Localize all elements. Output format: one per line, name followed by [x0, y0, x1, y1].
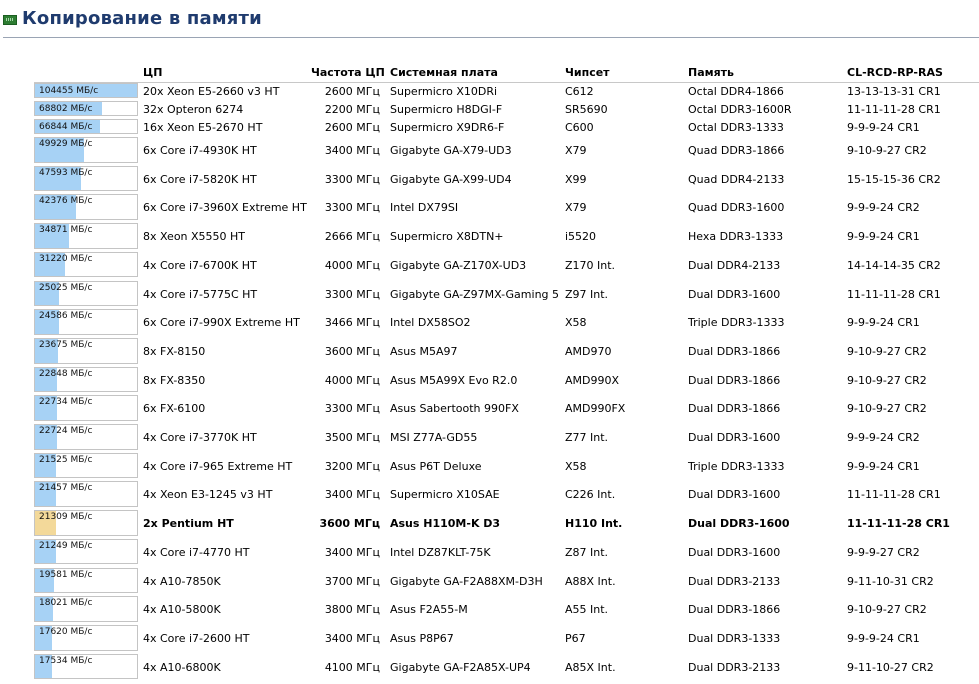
cell-frequency: 3200 МГц — [324, 459, 380, 473]
cell-cpu: 4x Xeon E3-1245 v3 HT — [143, 488, 273, 502]
cell-timing: 9-11-10-31 CR2 — [847, 574, 934, 588]
cell-board: Supermicro X9DR6-F — [390, 121, 505, 134]
cell-chipset: A88X Int. — [565, 574, 616, 588]
result-value: 22724 МБ/с — [39, 426, 93, 436]
table-row — [0, 595, 979, 624]
cell-frequency: 4000 МГц — [324, 373, 380, 387]
cell-board: Intel DX58SO2 — [390, 316, 471, 330]
cell-memory: Dual DDR3-1866 — [688, 344, 781, 358]
cell-memory: Dual DDR3-1333 — [688, 631, 781, 645]
cell-timing: 11-11-11-28 CR1 — [847, 287, 941, 301]
cell-cpu: 4x A10-5800K — [143, 603, 221, 617]
cell-timing: 9-10-9-27 CR2 — [847, 402, 927, 416]
result-bar — [34, 510, 138, 536]
result-value: 22848 МБ/с — [39, 368, 93, 379]
result-value: 24586 МБ/с — [39, 311, 93, 322]
cell-board: Gigabyte GA-F2A85X-UP4 — [390, 660, 531, 674]
cell-chipset: Z97 Int. — [565, 287, 609, 301]
result-bar — [34, 424, 138, 450]
cell-memory: Dual DDR3-1600 — [688, 431, 781, 444]
result-value: 19581 МБ/с — [39, 569, 93, 580]
cell-frequency: 2600 МГц — [324, 121, 380, 134]
cell-frequency: 3300 МГц — [324, 172, 380, 186]
result-bar — [34, 568, 138, 594]
result-value: 47593 МБ/с — [39, 167, 93, 178]
cell-board: Asus P6T Deluxe — [390, 459, 482, 473]
cell-board: Gigabyte GA-X79-UD3 — [390, 144, 512, 157]
cell-board: Supermicro X10DRi — [390, 85, 498, 98]
result-bar — [34, 223, 138, 249]
table-row — [0, 118, 979, 136]
cell-cpu: 16x Xeon E5-2670 HT — [143, 121, 263, 134]
table-row — [0, 251, 979, 280]
table-row — [0, 538, 979, 567]
title-divider — [3, 37, 979, 38]
result-value: 21457 МБ/с — [39, 483, 93, 494]
table-row — [0, 394, 979, 423]
table-row — [0, 567, 979, 596]
cell-memory: Quad DDR4-2133 — [688, 172, 785, 186]
result-value: 49929 МБ/с — [39, 139, 93, 149]
cell-memory: Hexa DDR3-1333 — [688, 230, 784, 244]
cell-frequency: 3700 МГц — [324, 574, 380, 588]
cell-cpu: 6x Core i7-3960X Extreme HT — [143, 201, 307, 215]
cell-cpu: 32x Opteron 6274 — [143, 103, 244, 116]
result-value: 22734 МБ/с — [39, 397, 93, 408]
cell-frequency: 3300 МГц — [324, 402, 380, 416]
cell-timing: 11-11-11-28 CR1 — [847, 517, 950, 531]
cell-board: Gigabyte GA-Z170X-UD3 — [390, 258, 527, 272]
cell-cpu: 4x A10-6800K — [143, 660, 221, 674]
table-row — [0, 653, 979, 682]
cell-memory: Dual DDR3-1600 — [688, 488, 781, 502]
cell-board: Supermicro X10SAE — [390, 488, 500, 502]
table-row-highlighted — [0, 509, 979, 538]
result-value: 21249 МБ/с — [39, 540, 93, 551]
result-bar — [34, 83, 138, 98]
cell-board: Gigabyte GA-Z97MX-Gaming 5 — [390, 287, 560, 301]
result-bar — [34, 481, 138, 507]
col-header-timing: CL-RCD-RP-RAS — [847, 66, 943, 79]
cell-frequency: 3400 МГц — [324, 488, 380, 502]
result-value: 17534 МБ/с — [39, 655, 93, 666]
cell-memory: Octal DDR4-1866 — [688, 85, 784, 98]
cell-frequency: 3300 МГц — [324, 287, 380, 301]
cell-timing: 9-9-9-24 CR2 — [847, 201, 920, 215]
cell-cpu: 6x Core i7-5820K HT — [143, 172, 257, 186]
table-row — [0, 280, 979, 309]
cell-board: Gigabyte GA-X99-UD4 — [390, 172, 512, 186]
cell-board: Asus M5A99X Evo R2.0 — [390, 373, 518, 387]
cell-cpu: 6x Core i7-990X Extreme HT — [143, 316, 300, 330]
page-title: Копирование в памяти — [22, 8, 262, 29]
cell-chipset: X79 — [565, 144, 587, 157]
result-value: 68802 МБ/с — [39, 104, 93, 114]
cell-frequency: 4000 МГц — [324, 258, 380, 272]
result-value: 21309 МБ/с — [39, 512, 93, 523]
cell-cpu: 4x Core i7-6700K HT — [143, 258, 257, 272]
result-value: 18021 МБ/с — [39, 598, 93, 609]
cell-timing: 9-10-9-27 CR2 — [847, 603, 927, 617]
result-value: 104455 МБ/с — [39, 86, 99, 96]
cell-cpu: 8x FX-8150 — [143, 344, 206, 358]
cell-timing: 11-11-11-28 CR1 — [847, 103, 941, 116]
col-header-cpu: ЦП — [143, 66, 163, 79]
table-row — [0, 165, 979, 194]
cell-memory: Dual DDR3-1600 — [688, 545, 781, 559]
result-value: 66844 МБ/с — [39, 122, 93, 132]
cell-chipset: C600 — [565, 121, 594, 134]
cell-board: MSI Z77A-GD55 — [390, 431, 478, 444]
cell-timing: 9-10-9-27 CR2 — [847, 373, 927, 387]
cell-frequency: 3400 МГц — [324, 631, 380, 645]
cell-memory: Triple DDR3-1333 — [688, 459, 785, 473]
cell-memory: Dual DDR3-2133 — [688, 574, 781, 588]
cell-cpu: 4x Core i7-5775C HT — [143, 287, 258, 301]
cell-chipset: A55 Int. — [565, 603, 609, 617]
table-row — [0, 308, 979, 337]
result-bar — [34, 596, 138, 622]
result-bar — [34, 252, 138, 278]
cell-frequency: 3500 МГц — [324, 431, 380, 444]
table-row — [0, 337, 979, 366]
cell-board: Asus H110M-K D3 — [390, 517, 501, 531]
cell-chipset: X58 — [565, 459, 587, 473]
table-row — [0, 366, 979, 395]
cell-chipset: AMD990X — [565, 373, 620, 387]
result-value: 17620 МБ/с — [39, 626, 93, 637]
col-header-frequency: Частота ЦП — [311, 66, 385, 79]
page-header — [0, 0, 979, 38]
cell-frequency: 2600 МГц — [324, 85, 380, 98]
cell-chipset: Z77 Int. — [565, 431, 609, 444]
cell-chipset: SR5690 — [565, 103, 608, 116]
memory-chip-icon — [3, 15, 17, 25]
result-bar — [34, 119, 138, 134]
col-header-chipset: Чипсет — [565, 66, 610, 79]
cell-board: Asus Sabertooth 990FX — [390, 402, 519, 416]
result-bar — [34, 625, 138, 651]
cell-timing: 13-13-13-31 CR1 — [847, 85, 941, 98]
cell-memory: Dual DDR4-2133 — [688, 258, 781, 272]
result-value: 23675 МБ/с — [39, 339, 93, 350]
table-row — [0, 452, 979, 481]
cell-memory: Dual DDR3-1600 — [688, 287, 781, 301]
cell-memory: Dual DDR3-1866 — [688, 402, 781, 416]
result-bar — [34, 367, 138, 393]
result-bar — [34, 654, 138, 680]
result-value: 42376 МБ/с — [39, 196, 93, 207]
col-header-board: Системная плата — [390, 66, 498, 79]
cell-timing: 9-9-9-27 CR2 — [847, 545, 920, 559]
cell-cpu: 2x Pentium HT — [143, 517, 234, 531]
table-row — [0, 136, 979, 165]
cell-chipset: AMD990FX — [565, 402, 626, 416]
cell-board: Asus F2A55-M — [390, 603, 468, 617]
cell-frequency: 3466 МГц — [324, 316, 380, 330]
result-bar — [34, 539, 138, 565]
cell-memory: Dual DDR3-1866 — [688, 603, 781, 617]
result-bar — [34, 395, 138, 421]
cell-chipset: X58 — [565, 316, 587, 330]
cell-timing: 15-15-15-36 CR2 — [847, 172, 941, 186]
table-row — [0, 480, 979, 509]
result-bar — [34, 281, 138, 307]
cell-cpu: 4x Core i7-3770K HT — [143, 431, 257, 444]
cell-cpu: 4x Core i7-965 Extreme HT — [143, 459, 293, 473]
cell-memory: Quad DDR3-1866 — [688, 144, 785, 157]
cell-cpu: 20x Xeon E5-2660 v3 HT — [143, 85, 280, 98]
result-bar — [34, 137, 138, 163]
cell-memory: Octal DDR3-1333 — [688, 121, 784, 134]
cell-frequency: 3800 МГц — [324, 603, 380, 617]
cell-memory: Triple DDR3-1333 — [688, 316, 785, 330]
cell-frequency: 3600 МГц — [319, 517, 380, 531]
cell-chipset: X99 — [565, 172, 587, 186]
cell-board: Supermicro X8DTN+ — [390, 230, 504, 244]
cell-memory: Octal DDR3-1600R — [688, 103, 792, 116]
cell-timing: 9-9-9-24 CR1 — [847, 121, 920, 134]
cell-chipset: i5520 — [565, 230, 597, 244]
table-row — [0, 423, 979, 452]
cell-chipset: Z170 Int. — [565, 258, 616, 272]
cell-frequency: 4100 МГц — [324, 660, 380, 674]
cell-chipset: C612 — [565, 85, 594, 98]
table-row — [0, 82, 979, 100]
cell-timing: 9-9-9-24 CR1 — [847, 316, 920, 330]
cell-memory: Dual DDR3-1866 — [688, 373, 781, 387]
cell-chipset: AMD970 — [565, 344, 612, 358]
result-value: 31220 МБ/с — [39, 253, 93, 264]
result-bar — [34, 453, 138, 479]
cell-board: Gigabyte GA-F2A88XM-D3H — [390, 574, 543, 588]
cell-frequency: 3600 МГц — [324, 344, 380, 358]
cell-chipset: X79 — [565, 201, 587, 215]
cell-timing: 9-9-9-24 CR1 — [847, 230, 920, 244]
cell-cpu: 8x FX-8350 — [143, 373, 206, 387]
cell-frequency: 3400 МГц — [324, 545, 380, 559]
result-bar — [34, 194, 138, 220]
cell-cpu: 6x Core i7-4930K HT — [143, 144, 257, 157]
cell-frequency: 2200 МГц — [324, 103, 380, 116]
table-row — [0, 222, 979, 251]
cell-timing: 9-9-9-24 CR2 — [847, 431, 920, 444]
cell-chipset: P67 — [565, 631, 586, 645]
result-bar — [34, 309, 138, 335]
cell-chipset: A85X Int. — [565, 660, 616, 674]
cell-timing: 9-9-9-24 CR1 — [847, 459, 920, 473]
cell-timing: 9-10-9-27 CR2 — [847, 344, 927, 358]
cell-chipset: H110 Int. — [565, 517, 623, 531]
cell-memory: Dual DDR3-1600 — [688, 517, 790, 531]
cell-timing: 9-9-9-24 CR1 — [847, 631, 920, 645]
cell-cpu: 4x Core i7-2600 HT — [143, 631, 250, 645]
table-row — [0, 193, 979, 222]
cell-frequency: 3300 МГц — [324, 201, 380, 215]
cell-cpu: 4x A10-7850K — [143, 574, 221, 588]
result-value: 34871 МБ/с — [39, 225, 93, 236]
cell-timing: 9-10-9-27 CR2 — [847, 144, 927, 157]
cell-cpu: 4x Core i7-4770 HT — [143, 545, 250, 559]
cell-board: Supermicro H8DGI-F — [390, 103, 503, 116]
cell-memory: Dual DDR3-2133 — [688, 660, 781, 674]
cell-timing: 9-11-10-27 CR2 — [847, 660, 934, 674]
cell-board: Intel DZ87KLT-75K — [390, 545, 491, 559]
cell-timing: 14-14-14-35 CR2 — [847, 258, 941, 272]
col-header-memory: Память — [688, 66, 735, 79]
cell-cpu: 8x Xeon X5550 HT — [143, 230, 246, 244]
cell-board: Asus P8P67 — [390, 631, 454, 645]
result-bar — [34, 338, 138, 364]
table-row — [0, 624, 979, 653]
cell-board: Intel DX79SI — [390, 201, 459, 215]
result-value: 25025 МБ/с — [39, 282, 93, 293]
result-value: 21525 МБ/с — [39, 454, 93, 465]
result-bar — [34, 166, 138, 192]
cell-frequency: 3400 МГц — [324, 144, 380, 157]
cell-timing: 11-11-11-28 CR1 — [847, 488, 941, 502]
cell-board: Asus M5A97 — [390, 344, 458, 358]
cell-frequency: 2666 МГц — [324, 230, 380, 244]
cell-cpu: 6x FX-6100 — [143, 402, 206, 416]
cell-chipset: Z87 Int. — [565, 545, 609, 559]
cell-chipset: C226 Int. — [565, 488, 616, 502]
table-row — [0, 100, 979, 118]
result-bar — [34, 101, 138, 116]
cell-memory: Quad DDR3-1600 — [688, 201, 785, 215]
